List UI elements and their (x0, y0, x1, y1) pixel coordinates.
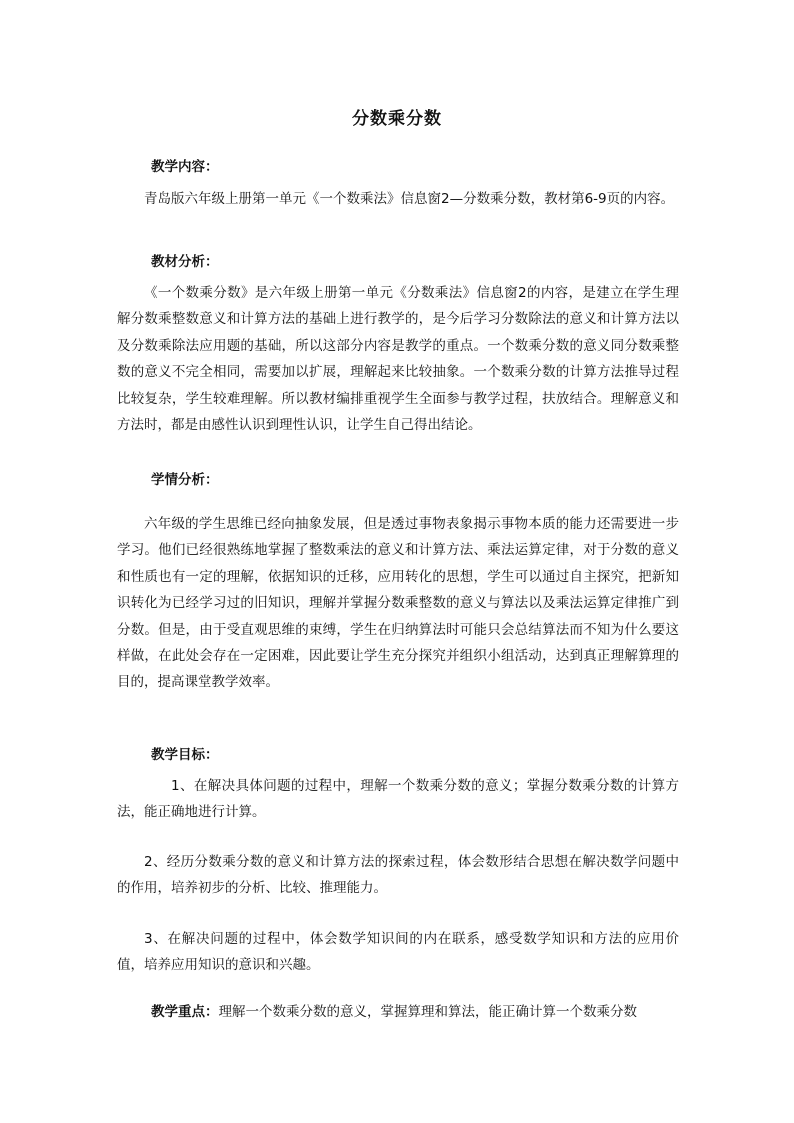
heading-material-analysis: 教材分析： (151, 254, 219, 270)
goal-item-2: 2、经历分数乘分数的意义和计算方法的探索过程，体会数形结合思想在解决数学问题中的作用，培养初步的分析、比较、推理能力。 (117, 854, 679, 897)
paragraph-teaching-content: 青岛版六年级上册第一单元《一个数乘法》信息窗2—分数乘分数，教材第6-9页的内容。 (144, 191, 675, 207)
paragraph-material-analysis: 《一个数乘分数》是六年级上册第一单元《分数乘法》信息窗2的内容，是建立在学生理解分数乘整数意义和计算方法的基础上进行教学的，是今后学习分数除法的意义和计算方法以及分数乘除法应用题的基础，所以这部分内容是教学的重点。一个数乘分数的意义同分数乘整数的意义不完全相同，需要加以扩展，理解起来比较抽象。一个数乘分数的计算方法推导过程比较复杂，学生较难理解。所以教材编排重视学生全面参与教学过程，扶放结合。理解意义和方法时，都是由感性认识到理性认识，让学生自己得出结论。 (117, 285, 679, 434)
document-title: 分数乘分数 (352, 109, 442, 129)
key-points-text: 理解一个数乘分数的意义，掌握算理和算法，能正确计算一个数乘分数 (218, 1004, 637, 1020)
paragraph-student-analysis: 六年级的学生思维已经向抽象发展，但是透过事物表象揭示事物本质的能力还需要进一步学习。他们已经很熟练地掌握了整数乘法的意义和计算方法、乘法运算定律，对于分数的意义和性质也有一定的理解，依据知识的迁移，应用转化的思想，学生可以通过自主探究，把新知识转化为已经学习过的旧知识，理解并掌握分数乘整数的意义与算法以及乘法运算定律推广到分数。但是，由于受直观思维的束缚，学生在归纳算法时可能只会总结算法而不知为什么要这样做，在此处会存在一定困难，因此要让学生充分探究并组织小组活动，达到真正理解算理的目的，提高课堂教学效率。 (117, 516, 679, 691)
goal-item-1: 1、在解决具体问题的过程中，理解一个数乘分数的意义；掌握分数乘分数的计算方法，能正确地进行计算。 (117, 778, 679, 821)
key-points-line (151, 1002, 691, 1022)
heading-key-points: 教学重点： (151, 1004, 219, 1020)
heading-student-analysis: 学情分析： (151, 472, 219, 488)
heading-teaching-goals: 教学目标： (151, 747, 219, 763)
heading-teaching-content: 教学内容： (151, 159, 219, 175)
goal-item-3: 3、在解决问题的过程中，体会数学知识间的内在联系，感受数学知识和方法的应用价值，培养应用知识的意识和兴趣。 (117, 931, 679, 974)
